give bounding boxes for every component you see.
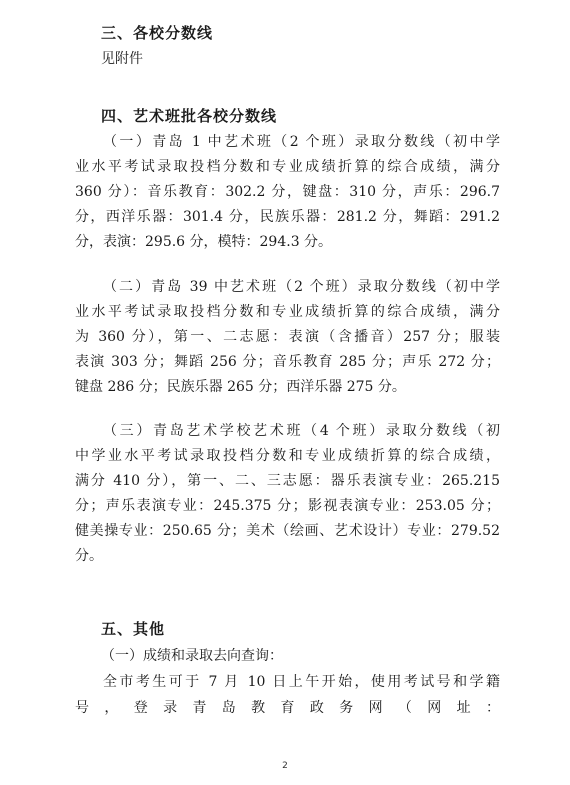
para2-line: （二）青岛 39 中艺术班（2 个班）录取分数线（初中学 — [103, 279, 500, 295]
para2-line: 键盘 286 分；民族乐器 265 分；西洋乐器 275 分。 — [75, 379, 406, 395]
section5-line: 全市考生可于 7 月 10 日上午开始，使用考试号和学籍 — [103, 674, 500, 690]
page-number: 2 — [282, 761, 288, 771]
para2-line: 业水平考试录取投档分数和专业成绩折算的综合成绩，满分 — [75, 304, 500, 320]
section3-heading: 三、各校分数线 — [101, 24, 214, 42]
para3-line: 满分 410 分），第一、二、三志愿：器乐表演专业：265.215 — [75, 473, 500, 489]
section5-heading: 五、其他 — [101, 620, 166, 638]
para1-line: 分，表演：295.6 分，模特：294.3 分。 — [75, 234, 333, 250]
para3-line: 分。 — [75, 548, 103, 564]
section5-subheading: （一）成绩和录取去向查询： — [101, 648, 283, 664]
section3-note: 见附件 — [101, 51, 143, 67]
para2-line: 为 360 分），第一、二志愿：表演（含播音）257 分；服装 — [75, 329, 500, 345]
para3-line: 健美操专业：250.65 分；美术（绘画、艺术设计）专业：279.52 — [75, 523, 500, 539]
section5-line: 号 ， 登 录 青 岛 教 育 政 务 网 （ 网 址 ： — [75, 700, 500, 716]
para3-line: （三）青岛艺术学校艺术班（4 个班）录取分数线（初 — [103, 423, 500, 439]
para3-line: 分；声乐表演专业：245.375 分；影视表演专业：253.05 分； — [75, 498, 500, 514]
para1-line: 业水平考试录取投档分数和专业成绩折算的综合成绩，满分 — [75, 159, 500, 175]
para1-line: 分，西洋乐器：301.4 分，民族乐器：281.2 分，舞蹈：291.2 — [75, 209, 500, 225]
para3-line: 中学业水平考试录取投档分数和专业成绩折算的综合成绩， — [75, 448, 500, 464]
section4-heading: 四、艺术班批各校分数线 — [101, 107, 278, 125]
para1-line: （一）青岛 1 中艺术班（2 个班）录取分数线（初中学 — [103, 134, 500, 150]
para1-line: 360 分）：音乐教育：302.2 分，键盘：310 分，声乐：296.7 — [75, 184, 500, 200]
para2-line: 表演 303 分；舞蹈 256 分；音乐教育 285 分；声乐 272 分； — [75, 354, 500, 370]
